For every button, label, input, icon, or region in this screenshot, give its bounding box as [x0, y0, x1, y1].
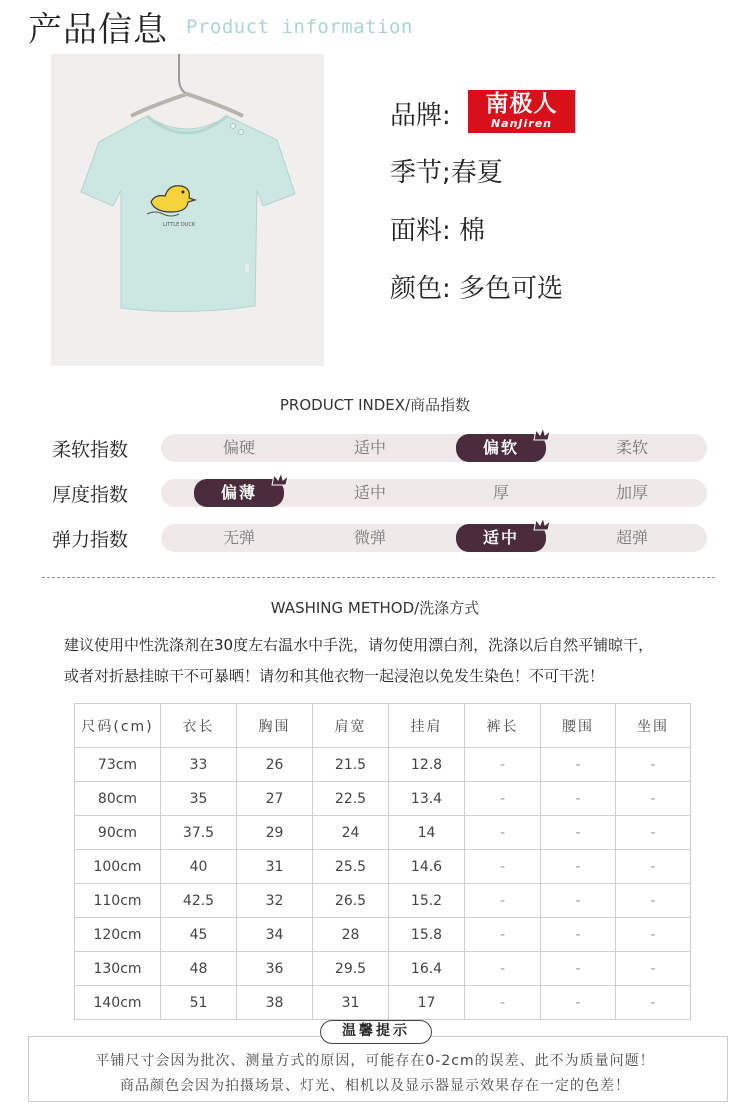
- index-option-label: 无弹: [222, 528, 255, 547]
- product-photo: [51, 54, 324, 366]
- table-cell: -: [465, 816, 541, 850]
- index-option-selected: [456, 434, 546, 462]
- table-cell: 31: [237, 850, 313, 884]
- tip-line-1: 平铺尺寸会因为批次、测量方式的原因，可能存在0-2cm的误差、此不为质量问题！: [95, 1053, 655, 1069]
- brand-logo: [468, 90, 575, 133]
- index-option: [194, 434, 284, 462]
- table-cell: 35: [161, 782, 237, 816]
- index-option-label: 偏薄: [220, 483, 257, 502]
- table-cell: 14: [389, 816, 465, 850]
- table-cell: -: [465, 782, 541, 816]
- table-row: [75, 884, 691, 918]
- size-table: [74, 703, 691, 1020]
- table-cell: 120cm: [75, 918, 161, 952]
- season-info: 季节;春夏: [390, 158, 503, 188]
- table-cell: 51: [161, 986, 237, 1020]
- size-table-body: [75, 748, 691, 1020]
- table-cell: 29.5: [313, 952, 389, 986]
- index-option-selected: [194, 479, 284, 507]
- table-cell: 13.4: [389, 782, 465, 816]
- table-cell: -: [541, 952, 616, 986]
- index-option-label: 适中: [353, 438, 386, 457]
- table-row: [75, 918, 691, 952]
- table-cell: -: [616, 748, 691, 782]
- table-cell: 36: [237, 952, 313, 986]
- table-cell: -: [465, 986, 541, 1020]
- page-subtitle: Product information: [186, 16, 413, 38]
- table-cell: 27: [237, 782, 313, 816]
- index-option: [587, 479, 677, 507]
- size-table-header-cell: 裤长: [465, 704, 541, 748]
- table-cell: 42.5: [161, 884, 237, 918]
- table-row: [75, 816, 691, 850]
- table-cell: -: [465, 850, 541, 884]
- table-row: [75, 986, 691, 1020]
- size-table-header-cell: 肩宽: [313, 704, 389, 748]
- brand-label: 品牌:: [390, 101, 451, 131]
- table-cell: 90cm: [75, 816, 161, 850]
- washing-text-line-1: 建议使用中性洗涤剂在30度左右温水中手洗，请勿使用漂白剂，洗涤以后自然平铺晾干，: [64, 636, 654, 654]
- table-cell: 24: [313, 816, 389, 850]
- table-cell: 15.2: [389, 884, 465, 918]
- crown-icon: [532, 516, 552, 532]
- washing-title: WASHING METHOD/洗涤方式: [270, 599, 480, 617]
- brand-logo-en: NanJiren: [490, 117, 553, 130]
- table-cell: -: [541, 918, 616, 952]
- table-cell: 26.5: [313, 884, 389, 918]
- table-cell: 80cm: [75, 782, 161, 816]
- table-row: [75, 782, 691, 816]
- index-option-label: 偏硬: [222, 438, 255, 457]
- index-bar: [161, 524, 707, 552]
- color-info: 颜色: 多色可选: [390, 274, 564, 304]
- index-option-label: 厚: [492, 483, 509, 502]
- table-cell: -: [465, 748, 541, 782]
- table-cell: 34: [237, 918, 313, 952]
- section-divider: [42, 577, 715, 578]
- table-cell: -: [541, 850, 616, 884]
- table-cell: 12.8: [389, 748, 465, 782]
- size-table-header-cell: 尺码(cm): [75, 704, 161, 748]
- index-option-label: 适中: [353, 483, 386, 502]
- table-cell: 38: [237, 986, 313, 1020]
- index-option-label: 超弹: [615, 528, 648, 547]
- page-title: 产品信息: [28, 10, 168, 50]
- washing-text-line-2: 或者对折悬挂晾干不可暴晒！请勿和其他衣物一起浸泡以免发生染色！不可干洗！: [64, 667, 605, 685]
- table-cell: 37.5: [161, 816, 237, 850]
- index-label: 弹力指数: [52, 529, 129, 551]
- table-cell: 48: [161, 952, 237, 986]
- table-cell: -: [541, 816, 616, 850]
- index-bar: [161, 434, 707, 462]
- fabric-info: 面料: 棉: [390, 216, 486, 246]
- table-cell: -: [465, 952, 541, 986]
- table-cell: 130cm: [75, 952, 161, 986]
- brand-logo-cn: 南极人: [485, 91, 558, 117]
- size-table-header-cell: 胸围: [237, 704, 313, 748]
- index-option: [194, 524, 284, 552]
- index-option: [587, 524, 677, 552]
- index-option: [325, 479, 415, 507]
- table-cell: -: [616, 952, 691, 986]
- table-cell: 32: [237, 884, 313, 918]
- index-option: [325, 524, 415, 552]
- index-option-label: 加厚: [615, 483, 648, 502]
- table-cell: 17: [389, 986, 465, 1020]
- table-row: [75, 748, 691, 782]
- table-cell: 100cm: [75, 850, 161, 884]
- table-cell: -: [541, 884, 616, 918]
- table-cell: -: [465, 918, 541, 952]
- table-cell: -: [541, 748, 616, 782]
- size-table-header-cell: 衣长: [161, 704, 237, 748]
- crown-icon: [270, 471, 290, 487]
- table-cell: 26: [237, 748, 313, 782]
- index-label: 柔软指数: [52, 439, 129, 461]
- tips-badge: 温馨提示: [320, 1020, 432, 1044]
- crown-icon: [532, 426, 552, 442]
- table-cell: 110cm: [75, 884, 161, 918]
- table-cell: -: [465, 884, 541, 918]
- index-option: [325, 434, 415, 462]
- index-option-label: 适中: [482, 528, 519, 547]
- index-option-selected: [456, 524, 546, 552]
- size-table-header-cell: 腰围: [541, 704, 616, 748]
- table-row: [75, 952, 691, 986]
- table-cell: 28: [313, 918, 389, 952]
- table-cell: -: [616, 884, 691, 918]
- table-cell: 15.8: [389, 918, 465, 952]
- table-cell: 140cm: [75, 986, 161, 1020]
- table-cell: 45: [161, 918, 237, 952]
- size-table-header-cell: 挂肩: [389, 704, 465, 748]
- table-cell: 29: [237, 816, 313, 850]
- table-cell: 40: [161, 850, 237, 884]
- table-cell: -: [541, 782, 616, 816]
- table-cell: 14.6: [389, 850, 465, 884]
- size-table-header: [75, 704, 691, 748]
- table-row: [75, 850, 691, 884]
- table-cell: 22.5: [313, 782, 389, 816]
- table-cell: -: [541, 986, 616, 1020]
- table-cell: 73cm: [75, 748, 161, 782]
- index-bar: [161, 479, 707, 507]
- table-cell: -: [616, 782, 691, 816]
- table-cell: 21.5: [313, 748, 389, 782]
- table-cell: -: [616, 816, 691, 850]
- index-label: 厚度指数: [52, 484, 129, 506]
- duck-print-text: LITTLE DUCK: [163, 222, 196, 228]
- size-table-header-cell: 坐围: [616, 704, 691, 748]
- product-index-title: PRODUCT INDEX/商品指数: [279, 396, 471, 414]
- table-cell: 16.4: [389, 952, 465, 986]
- index-option: [587, 434, 677, 462]
- table-cell: -: [616, 986, 691, 1020]
- index-option-label: 柔软: [615, 438, 648, 457]
- table-cell: 33: [161, 748, 237, 782]
- tip-line-2: 商品颜色会因为拍摄场景、灯光、相机以及显示器显示效果存在一定的色差！: [120, 1078, 630, 1094]
- table-cell: 31: [313, 986, 389, 1020]
- table-cell: -: [616, 918, 691, 952]
- index-option: [456, 479, 546, 507]
- table-cell: -: [616, 850, 691, 884]
- index-option-label: 偏软: [482, 438, 519, 457]
- table-cell: 25.5: [313, 850, 389, 884]
- index-option-label: 微弹: [353, 528, 386, 547]
